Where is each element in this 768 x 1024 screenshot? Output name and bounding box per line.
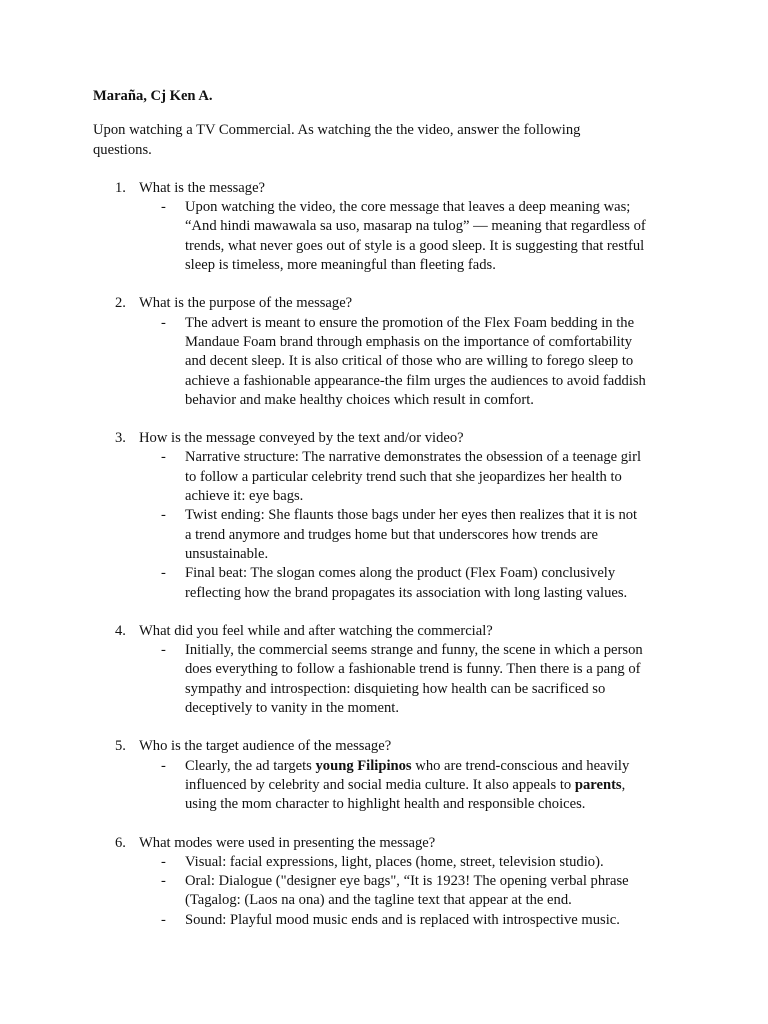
answer-list [139, 641, 693, 718]
question-item [93, 737, 693, 814]
question-item [93, 834, 693, 930]
question-text: What is the purpose of the message? [139, 295, 353, 312]
answer-text: The advert is meant to ensure the promotion of the Flex Foam bedding in the Mandaue Foam brand through emphasis on the importance of comfortability and decent sleep. It is also critical of those who are willing to forego sleep to achieve a fashionable appearance-the film urges the audiences to avoid faddish behavior and make healthy choices which result in comfort. [185, 314, 646, 408]
answer-text: Final beat: The slogan comes along the product (Flex Foam) conclusively reflecting how the brand propagates its association with long lasting values. [185, 565, 628, 601]
answer-text-bold: young Filipinos [315, 757, 412, 774]
document-page [93, 87, 693, 949]
answer-list [139, 198, 693, 275]
question-list [93, 179, 693, 930]
dash-bullet: - [161, 642, 166, 659]
intro-paragraph: Upon watching a TV Commercial. As watching the the video, answer the following questions. [93, 122, 581, 158]
dash-bullet: - [161, 853, 166, 870]
answer-text: Initially, the commercial seems strange and funny, the scene in which a person does everything to follow a fashionable trend is funny. Then there is a pang of sympathy and introspection: disquieting how health can be sacrificed so deceptively to vanity in the moment. [185, 642, 643, 717]
question-text: Who is the target audience of the message? [139, 738, 392, 755]
question-item [93, 179, 693, 275]
answer-item [139, 448, 693, 506]
question-item [93, 429, 693, 603]
dash-bullet: - [161, 449, 166, 466]
question-number: 3. [115, 430, 126, 447]
answer-list [139, 853, 693, 930]
question-item [93, 622, 693, 718]
dash-bullet: - [161, 507, 166, 524]
answer-item [139, 757, 693, 815]
dash-bullet: - [161, 873, 166, 890]
dash-bullet: - [161, 757, 166, 774]
question-text: What did you feel while and after watching the commercial? [139, 622, 493, 639]
dash-bullet: - [161, 199, 166, 216]
answer-list [139, 314, 693, 410]
answer-text: , using the mom character to highlight health and responsible choices. [185, 776, 626, 813]
answer-text: Upon watching the video, the core message that leaves a deep meaning was; “And hindi mawawala sa uso, masarap na tulog” — meaning that regardless of trends, what never goes out of style is a good sleep. It is suggesting that restful sleep is timeless, more meaningful than fleeting fads. [185, 199, 646, 274]
author-name: Maraña, Cj Ken A. [93, 88, 213, 104]
answer-item [139, 853, 693, 872]
question-text: What modes were used in presenting the message? [139, 834, 436, 851]
answer-text: Sound: Playful mood music ends and is replaced with introspective music. [185, 911, 620, 928]
dash-bullet: - [161, 911, 166, 928]
answer-text: Twist ending: She flaunts those bags under her eyes then realizes that it is not a trend anymore and trudges home but that underscores how trends are unsustainable. [185, 507, 638, 562]
question-text: What is the message? [139, 179, 266, 196]
answer-list [139, 448, 693, 602]
dash-bullet: - [161, 565, 166, 582]
answer-item [139, 911, 693, 930]
question-number: 5. [115, 738, 126, 755]
question-number: 2. [115, 295, 126, 312]
question-text: How is the message conveyed by the text and/or video? [139, 430, 464, 447]
answer-item [139, 506, 693, 564]
answer-text: Clearly, the ad targets [185, 757, 316, 774]
question-number: 1. [115, 179, 126, 196]
answer-text: Narrative structure: The narrative demonstrates the obsession of a teenage girl to follow a particular celebrity trend such that she jeopardizes her health to achieve it: eye bags. [185, 449, 642, 505]
answer-text: Oral: Dialogue ("designer eye bags", “It is 1923! The opening verbal phrase (Tagalog: (Laos na ona) and the tagline text that appear at the end. [185, 873, 629, 909]
answer-text: Visual: facial expressions, light, places (home, street, television studio). [185, 853, 604, 870]
answer-item [139, 198, 693, 275]
answer-item [139, 314, 693, 410]
answer-item [139, 641, 693, 718]
question-number: 6. [115, 834, 126, 851]
answer-item [139, 564, 693, 603]
answer-text: who are trend-conscious and heavily influenced by celebrity and social media culture. It also appeals to [185, 757, 630, 793]
answer-list [139, 757, 693, 815]
question-item [93, 294, 693, 410]
answer-item [139, 872, 693, 911]
dash-bullet: - [161, 314, 166, 331]
answer-text-bold: parents [574, 776, 622, 793]
question-number: 4. [115, 622, 126, 639]
